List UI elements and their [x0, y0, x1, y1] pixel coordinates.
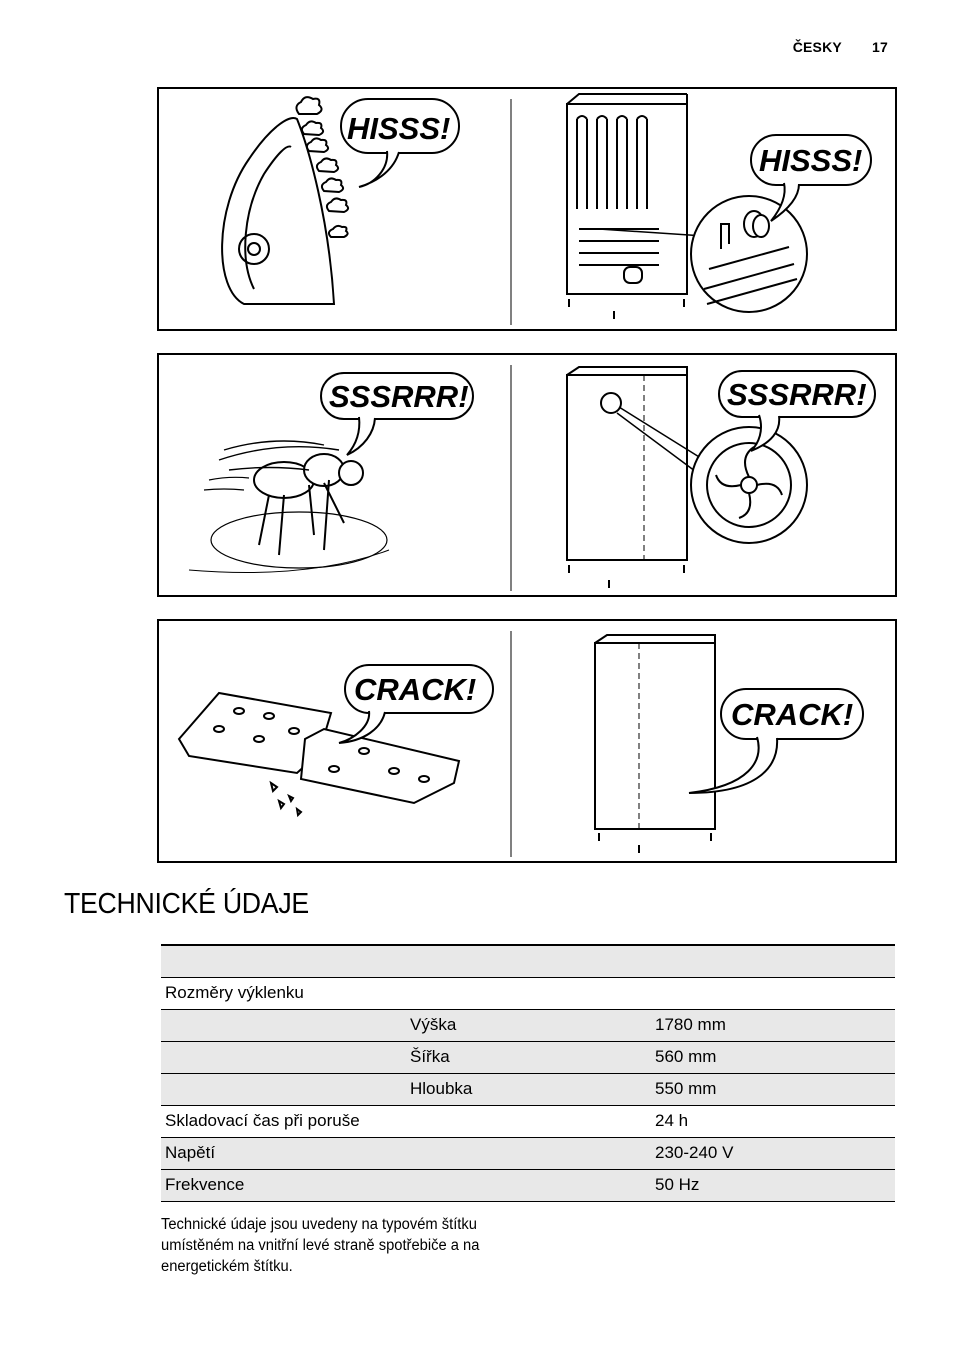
language-label: ČESKY [792, 39, 842, 55]
fly-icon [189, 441, 389, 573]
section-title: TECHNICKÉ ÚDAJE [64, 888, 309, 920]
hiss-illustration [159, 89, 895, 329]
table-row: Skladovací čas při poruše 24 h [161, 1105, 895, 1137]
table-row: Frekvence 50 Hz [161, 1169, 895, 1201]
bubble-text-right: HISSS! [759, 143, 863, 178]
fridge-front-icon [595, 635, 715, 853]
steam-iron-icon [222, 97, 348, 304]
table-row: Hloubka 550 mm [161, 1073, 895, 1105]
fridge-back-icon [567, 94, 719, 319]
illustration-panel-crack [157, 619, 897, 863]
technical-data-note: Technické údaje jsou uvedeny na typovém štítku umístěném na vnitřní levé straně spotřebiče a na energetickém štítku. [161, 1216, 480, 1275]
table-row: Šířka 560 mm [161, 1041, 895, 1073]
table-row: Rozměry výklenku [161, 977, 895, 1009]
fan-detail-icon [691, 427, 807, 543]
page-header [793, 39, 888, 55]
bubble-text-left: HISSS! [347, 111, 451, 146]
page-number: 17 [872, 39, 888, 55]
coil-detail-icon [691, 196, 807, 312]
fridge-fan-icon [567, 367, 707, 588]
bubble-text-left: CRACK! [354, 672, 477, 707]
illustration-panel-hiss [157, 87, 897, 331]
bubble-text-left: SSSRRR! [329, 379, 469, 414]
table-row: Napětí 230-240 V [161, 1137, 895, 1169]
bubble-text-right: SSSRRR! [727, 377, 867, 412]
table-header-row [161, 945, 895, 977]
table-row: Výška 1780 mm [161, 1009, 895, 1041]
crack-illustration [159, 621, 895, 861]
buzz-illustration [159, 355, 895, 595]
illustration-panel-buzz [157, 353, 897, 597]
bubble-text-right: CRACK! [731, 697, 854, 732]
technical-data-table [161, 944, 895, 1202]
